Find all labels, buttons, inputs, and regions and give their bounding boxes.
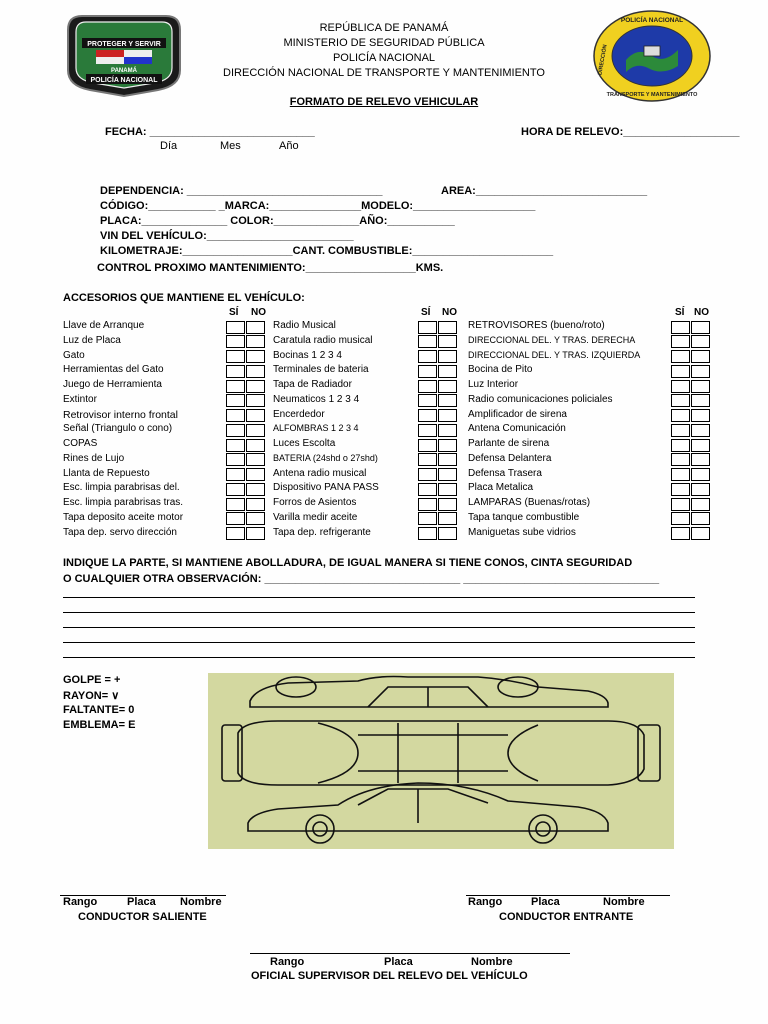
accessory-label: BATERIA (24shd o 27shd) [273, 452, 378, 463]
checkbox-si[interactable] [671, 527, 690, 540]
conductor-entrante-label: CONDUCTOR ENTRANTE [499, 911, 634, 923]
accessory-label: Tapa de Radiador [273, 379, 352, 390]
nombre-label: Nombre [603, 896, 645, 908]
accessory-label: Luces Escolta [273, 438, 336, 449]
checkbox-si[interactable] [418, 483, 437, 496]
accessory-label: Placa Metalica [468, 482, 534, 494]
accessory-label: Maniguetas sube vidrios [468, 526, 576, 538]
accessory-label: Bocinas 1 2 3 4 [273, 349, 342, 361]
accessory-label: Llave de Arranque [63, 320, 145, 331]
checkbox-si[interactable] [671, 335, 690, 348]
accessory-label: Tapa dep. refrigerante [273, 526, 371, 538]
checkbox-no[interactable] [438, 498, 457, 511]
checkbox-no[interactable] [691, 394, 710, 407]
checkbox-no[interactable] [246, 365, 265, 378]
car-side-view-bottom [248, 783, 608, 843]
observation-line[interactable] [63, 627, 695, 628]
dependencia-field[interactable]: DEPENDENCIA: ________________________________ [100, 185, 383, 197]
checkbox-si[interactable] [418, 409, 437, 422]
header-police: POLICÍA NACIONAL [332, 52, 436, 64]
ano-label: Año [279, 140, 299, 152]
checkbox-no[interactable] [246, 453, 265, 466]
vin-field[interactable]: VIN DEL VEHÍCULO:________________________ [100, 230, 354, 242]
form-title: FORMATO DE RELEVO VEHICULAR [289, 96, 479, 108]
observation-line[interactable] [63, 642, 695, 643]
accessory-label: Antena Comunicación [468, 423, 566, 435]
checkbox-si[interactable] [226, 483, 245, 496]
checkbox-si[interactable] [671, 498, 690, 511]
checkbox-si[interactable] [418, 424, 437, 437]
checkbox-si[interactable] [226, 335, 245, 348]
vehicle-damage-diagram[interactable] [208, 673, 674, 849]
checkbox-si[interactable] [671, 394, 690, 407]
observation-line[interactable] [63, 657, 695, 658]
car-side-view-top [250, 677, 608, 708]
no-header: NO [251, 307, 266, 318]
checkbox-si[interactable] [418, 380, 437, 393]
checkbox-no[interactable] [246, 483, 265, 496]
rango-label: Rango [63, 896, 98, 908]
checkbox-si[interactable] [226, 453, 245, 466]
legend-golpe: GOLPE = + [63, 674, 121, 686]
checkbox-no[interactable] [691, 512, 710, 525]
accessory-label: DIRECCIONAL DEL. Y TRAS. IZQUIERDA [468, 349, 641, 360]
placa-label: Placa [384, 956, 413, 968]
checkbox-no[interactable] [246, 498, 265, 511]
nombre-label: Nombre [180, 896, 222, 908]
accessory-label: Bocina de Pito [468, 364, 533, 376]
kilometraje-combustible-field[interactable]: KILOMETRAJE:__________________CANT. COMBUSTIBLE:_______________________ [100, 245, 554, 257]
checkbox-no[interactable] [246, 380, 265, 393]
checkbox-si[interactable] [671, 512, 690, 525]
observations-field[interactable]: O CUALQUIER OTRA OBSERVACIÓN: ________________________________ ________________________________ [63, 573, 660, 585]
checkbox-si[interactable] [418, 512, 437, 525]
checkbox-si[interactable] [671, 365, 690, 378]
checkbox-no[interactable] [691, 439, 710, 452]
accessory-label: Radio Musical [273, 320, 336, 331]
svg-text:PANAMÁ: PANAMÁ [111, 68, 137, 74]
fecha-field[interactable]: FECHA: ___________________________ [105, 126, 315, 138]
checkbox-no[interactable] [691, 483, 710, 496]
observations-instruction: INDIQUE LA PARTE, SI MANTIENE ABOLLADURA, DE IGUAL MANERA SI TIENE CONOS, CINTA SEGURIDAD [63, 557, 633, 569]
checkbox-no[interactable] [691, 424, 710, 437]
checkbox-si[interactable] [418, 498, 437, 511]
checkbox-no[interactable] [246, 350, 265, 363]
observation-line[interactable] [63, 612, 695, 613]
mes-label: Mes [220, 140, 241, 152]
checkbox-no[interactable] [438, 453, 457, 466]
svg-text:POLICÍA NACIONAL: POLICÍA NACIONAL [620, 17, 684, 24]
checkbox-si[interactable] [671, 483, 690, 496]
si-header: SÍ [421, 307, 431, 318]
checkbox-no[interactable] [438, 483, 457, 496]
checkbox-si[interactable] [226, 350, 245, 363]
si-header: SÍ [229, 307, 239, 318]
checkbox-no[interactable] [438, 424, 457, 437]
accessory-label: Encerdedor [273, 408, 325, 420]
checkbox-si[interactable] [226, 512, 245, 525]
accessory-label: DIRECCIONAL DEL. Y TRAS. DERECHA [468, 334, 636, 345]
checkbox-no[interactable] [438, 409, 457, 422]
checkbox-si[interactable] [671, 468, 690, 481]
checkbox-no[interactable] [246, 409, 265, 422]
checkbox-no[interactable] [691, 335, 710, 348]
checkbox-si[interactable] [418, 468, 437, 481]
checkbox-si[interactable] [418, 321, 437, 334]
accessory-label: Retrovisor interno frontal [63, 408, 178, 421]
area-field[interactable]: AREA:____________________________ [441, 185, 648, 197]
checkbox-no[interactable] [438, 365, 457, 378]
checkbox-no[interactable] [438, 439, 457, 452]
placa-color-ano-field[interactable]: PLACA:______________ COLOR:______________AÑO:___________ [100, 215, 455, 227]
checkbox-si[interactable] [418, 394, 437, 407]
checkbox-si[interactable] [418, 453, 437, 466]
checkbox-no[interactable] [691, 527, 710, 540]
accessory-label: COPAS [63, 438, 98, 449]
checkbox-si[interactable] [226, 394, 245, 407]
checkbox-si[interactable] [226, 498, 245, 511]
header-direction: DIRECCIÓN NACIONAL DE TRANSPORTE Y MANTENIMIENTO [223, 67, 545, 79]
signature-line-supervisor[interactable] [250, 953, 570, 954]
checkbox-si[interactable] [671, 424, 690, 437]
accessories-title: ACCESORIOS QUE MANTIENE EL VEHÍCULO: [63, 292, 305, 304]
accessory-label: Luz de Placa [63, 334, 121, 346]
svg-text:POLICÍA NACIONAL: POLICÍA NACIONAL [90, 77, 158, 84]
checkbox-si[interactable] [226, 439, 245, 452]
accessory-label: LAMPARAS (Buenas/rotas) [468, 497, 591, 508]
checkbox-no[interactable] [691, 321, 710, 334]
checkbox-no[interactable] [246, 439, 265, 452]
accessory-label: Defensa Delantera [468, 452, 552, 464]
checkbox-si[interactable] [226, 380, 245, 393]
hora-relevo-field[interactable]: HORA DE RELEVO:___________________ [521, 126, 740, 138]
checkbox-si[interactable] [418, 350, 437, 363]
accessory-label: Parlante de sirena [468, 438, 550, 449]
checkbox-no[interactable] [691, 468, 710, 481]
legend-emblema: EMBLEMA= E [63, 719, 136, 731]
accessory-label: Radio comunicaciones policiales [468, 393, 613, 405]
checkbox-no[interactable] [438, 350, 457, 363]
accessory-label: RETROVISORES (bueno/roto) [468, 320, 605, 331]
accessory-label: Gato [63, 349, 85, 361]
checkbox-no[interactable] [246, 468, 265, 481]
checkbox-no[interactable] [438, 394, 457, 407]
nombre-label: Nombre [471, 956, 513, 968]
checkbox-no[interactable] [246, 321, 265, 334]
checkbox-si[interactable] [671, 321, 690, 334]
accessory-label: Llanta de Repuesto [63, 467, 150, 479]
no-header: NO [442, 307, 457, 318]
checkbox-no[interactable] [691, 380, 710, 393]
checkbox-si[interactable] [671, 453, 690, 466]
svg-text:PROTEGER Y SERVIR: PROTEGER Y SERVIR [87, 41, 161, 48]
accessory-label: Tapa deposito aceite motor [63, 511, 184, 523]
checkbox-si[interactable] [226, 468, 245, 481]
placa-label: Placa [127, 896, 156, 908]
checkbox-si[interactable] [418, 527, 437, 540]
accessory-label: Tapa tanque combustible [468, 511, 580, 523]
checkbox-si[interactable] [226, 365, 245, 378]
checkbox-no[interactable] [246, 335, 265, 348]
accessory-label: Defensa Trasera [468, 467, 542, 479]
accessory-label: Luz Interior [468, 379, 519, 390]
checkbox-si[interactable] [418, 365, 437, 378]
checkbox-no[interactable] [246, 424, 265, 437]
checkbox-no[interactable] [691, 409, 710, 422]
rango-label: Rango [270, 956, 305, 968]
accessory-label: Herramientas del Gato [63, 364, 164, 376]
accessory-label: Rines de Lujo [63, 452, 125, 464]
observation-line[interactable] [63, 597, 695, 598]
header-republic: REPÚBLICA DE PANAMÁ [319, 22, 449, 34]
checkbox-no[interactable] [691, 453, 710, 466]
checkbox-no[interactable] [246, 527, 265, 540]
accessory-label: Neumaticos 1 2 3 4 [273, 393, 360, 405]
checkbox-si[interactable] [671, 350, 690, 363]
checkbox-no[interactable] [691, 365, 710, 378]
checkbox-si[interactable] [226, 321, 245, 334]
checkbox-si[interactable] [226, 409, 245, 422]
dia-label: Día [160, 140, 178, 152]
codigo-marca-modelo-field[interactable]: CÓDIGO:___________ _MARCA:_______________MODELO:____________________ [100, 200, 536, 212]
checkbox-si[interactable] [671, 380, 690, 393]
accessory-label: Terminales de bateria [273, 364, 369, 376]
accessory-label: ALFOMBRAS 1 2 3 4 [273, 423, 359, 434]
checkbox-no[interactable] [691, 350, 710, 363]
car-top-view [222, 721, 660, 785]
placa-label: Placa [531, 896, 560, 908]
accessory-label: Esc. limpia parabrisas del. [63, 482, 180, 494]
no-header: NO [694, 307, 709, 318]
control-mantenimiento-field[interactable]: CONTROL PROXIMO MANTENIMIENTO:__________________KMS. [97, 262, 444, 274]
checkbox-no[interactable] [246, 512, 265, 525]
checkbox-si[interactable] [418, 335, 437, 348]
svg-text:TRANSPORTE Y MANTENIMIENTO: TRANSPORTE Y MANTENIMIENTO [606, 92, 698, 98]
checkbox-si[interactable] [418, 439, 437, 452]
accessory-label: Forros de Asientos [273, 497, 357, 508]
accessory-label: Dispositivo PANA PASS [273, 482, 379, 494]
checkbox-si[interactable] [671, 409, 690, 422]
accessory-label: Caratula radio musical [273, 334, 373, 346]
legend-rayon: RAYON= ∨ [63, 690, 120, 702]
oficial-supervisor-label: OFICIAL SUPERVISOR DEL RELEVO DEL VEHÍCULO [251, 970, 528, 982]
accessory-label: Varilla medir aceite [273, 511, 358, 523]
checkbox-si[interactable] [226, 424, 245, 437]
checkbox-no[interactable] [438, 527, 457, 540]
checkbox-no[interactable] [438, 335, 457, 348]
checkbox-no[interactable] [438, 380, 457, 393]
header-ministry: MINISTERIO DE SEGURIDAD PÚBLICA [283, 37, 485, 49]
si-header: SÍ [675, 307, 685, 318]
accessory-label: Amplificador de sirena [468, 408, 567, 420]
svg-text:DIRECCIÓN: DIRECCIÓN [597, 44, 609, 76]
checkbox-no[interactable] [438, 512, 457, 525]
accessory-label: Señal (Triangulo o cono) [63, 423, 173, 435]
checkbox-si[interactable] [671, 439, 690, 452]
accessory-label: Tapa dep. servo dirección [63, 526, 177, 538]
checkbox-no[interactable] [691, 498, 710, 511]
accessory-label: Juego de Herramienta [63, 379, 162, 390]
legend-faltante: FALTANTE= 0 [63, 704, 135, 716]
checkbox-no[interactable] [246, 394, 265, 407]
accessory-label: Extintor [63, 393, 97, 405]
conductor-saliente-label: CONDUCTOR SALIENTE [78, 911, 207, 923]
checkbox-no[interactable] [438, 321, 457, 334]
checkbox-si[interactable] [226, 527, 245, 540]
accessory-label: Esc. limpia parabrisas tras. [63, 497, 184, 508]
rango-label: Rango [468, 896, 503, 908]
checkbox-no[interactable] [438, 468, 457, 481]
accessory-label: Antena radio musical [273, 467, 367, 479]
